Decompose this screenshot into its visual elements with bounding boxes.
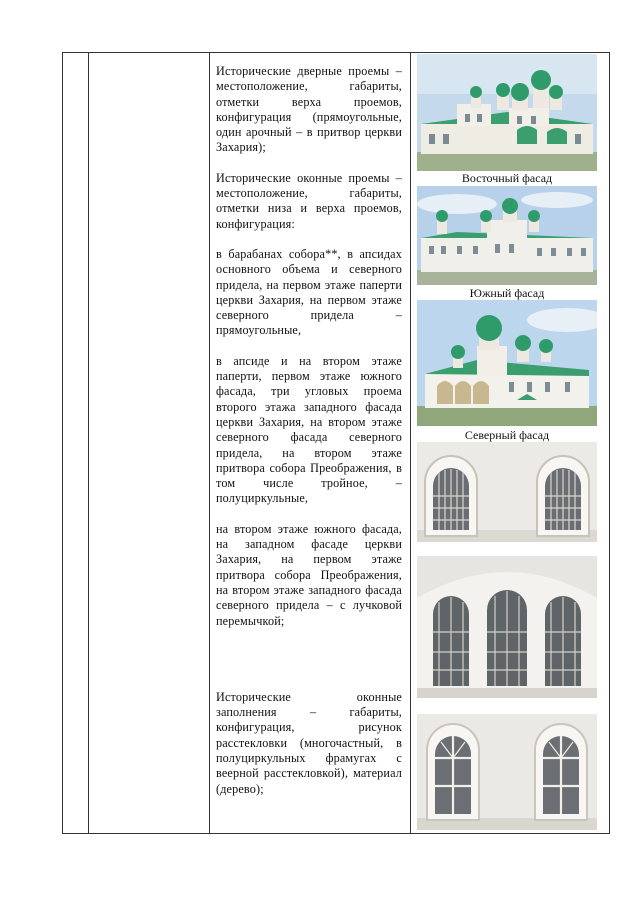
photo-triple-window — [417, 556, 597, 698]
photo-east-facade — [417, 54, 597, 171]
paragraph-semicircular-windows: в апсиде и на втором этаже паперти, первом этаже южного фасада, три угловых проема второго этажа западного фасада церкви Захария, на втором этаже северного фасада северного придела, на втором этаже притвора собора Преображения, в том числе тройное, – полуциркульные, — [216, 353, 402, 506]
paragraph-window-openings: Исторические оконные проемы – местоположение, габариты, отметки низа и верха проемов, конфигурация: — [216, 170, 402, 231]
caption-east-facade: Восточный фасад — [417, 171, 597, 185]
table-border-left — [62, 52, 63, 834]
paragraph-door-openings: Исторические дверные проемы – местоположение, габариты, отметки верха проемов, конфигурация (прямоугольные, один арочный – в притвор церкви Захария); — [216, 64, 402, 155]
photo-south-facade — [417, 186, 597, 285]
photo-window-fillings — [417, 714, 597, 830]
caption-north-facade: Северный фасад — [417, 428, 597, 442]
table-border-col4 — [410, 52, 411, 834]
photo-semicircular-windows — [417, 442, 597, 542]
paragraph-rectangular-windows: в барабанах собора**, в апсидах основного объема и северного придела, на первом этаже паперти церкви Захария, на первом этаже северного придела – прямоугольные, — [216, 246, 402, 338]
paragraph-segmental-windows: на втором этаже южного фасада, на западном фасаде церкви Захария, на первом этаже притвора собора Преображения, на втором этаже западного фасада северного придела – с лучковой перемычкой; — [216, 521, 402, 628]
photo-north-facade — [417, 300, 597, 426]
caption-south-facade: Южный фасад — [417, 286, 597, 300]
table-top-border — [62, 52, 610, 53]
requirements-text-cell — [216, 64, 402, 797]
table-border-col2 — [88, 52, 89, 834]
table-border-col3 — [209, 52, 210, 834]
table-bottom-border — [62, 833, 610, 834]
table-border-right — [609, 52, 610, 834]
paragraph-window-fillings: Исторические оконные заполнения – габариты, конфигурация, рисунок расстекловки (многочастный, в полуциркульных фрамугах с веерной расстекловкой), материал (дерево); — [216, 689, 402, 796]
